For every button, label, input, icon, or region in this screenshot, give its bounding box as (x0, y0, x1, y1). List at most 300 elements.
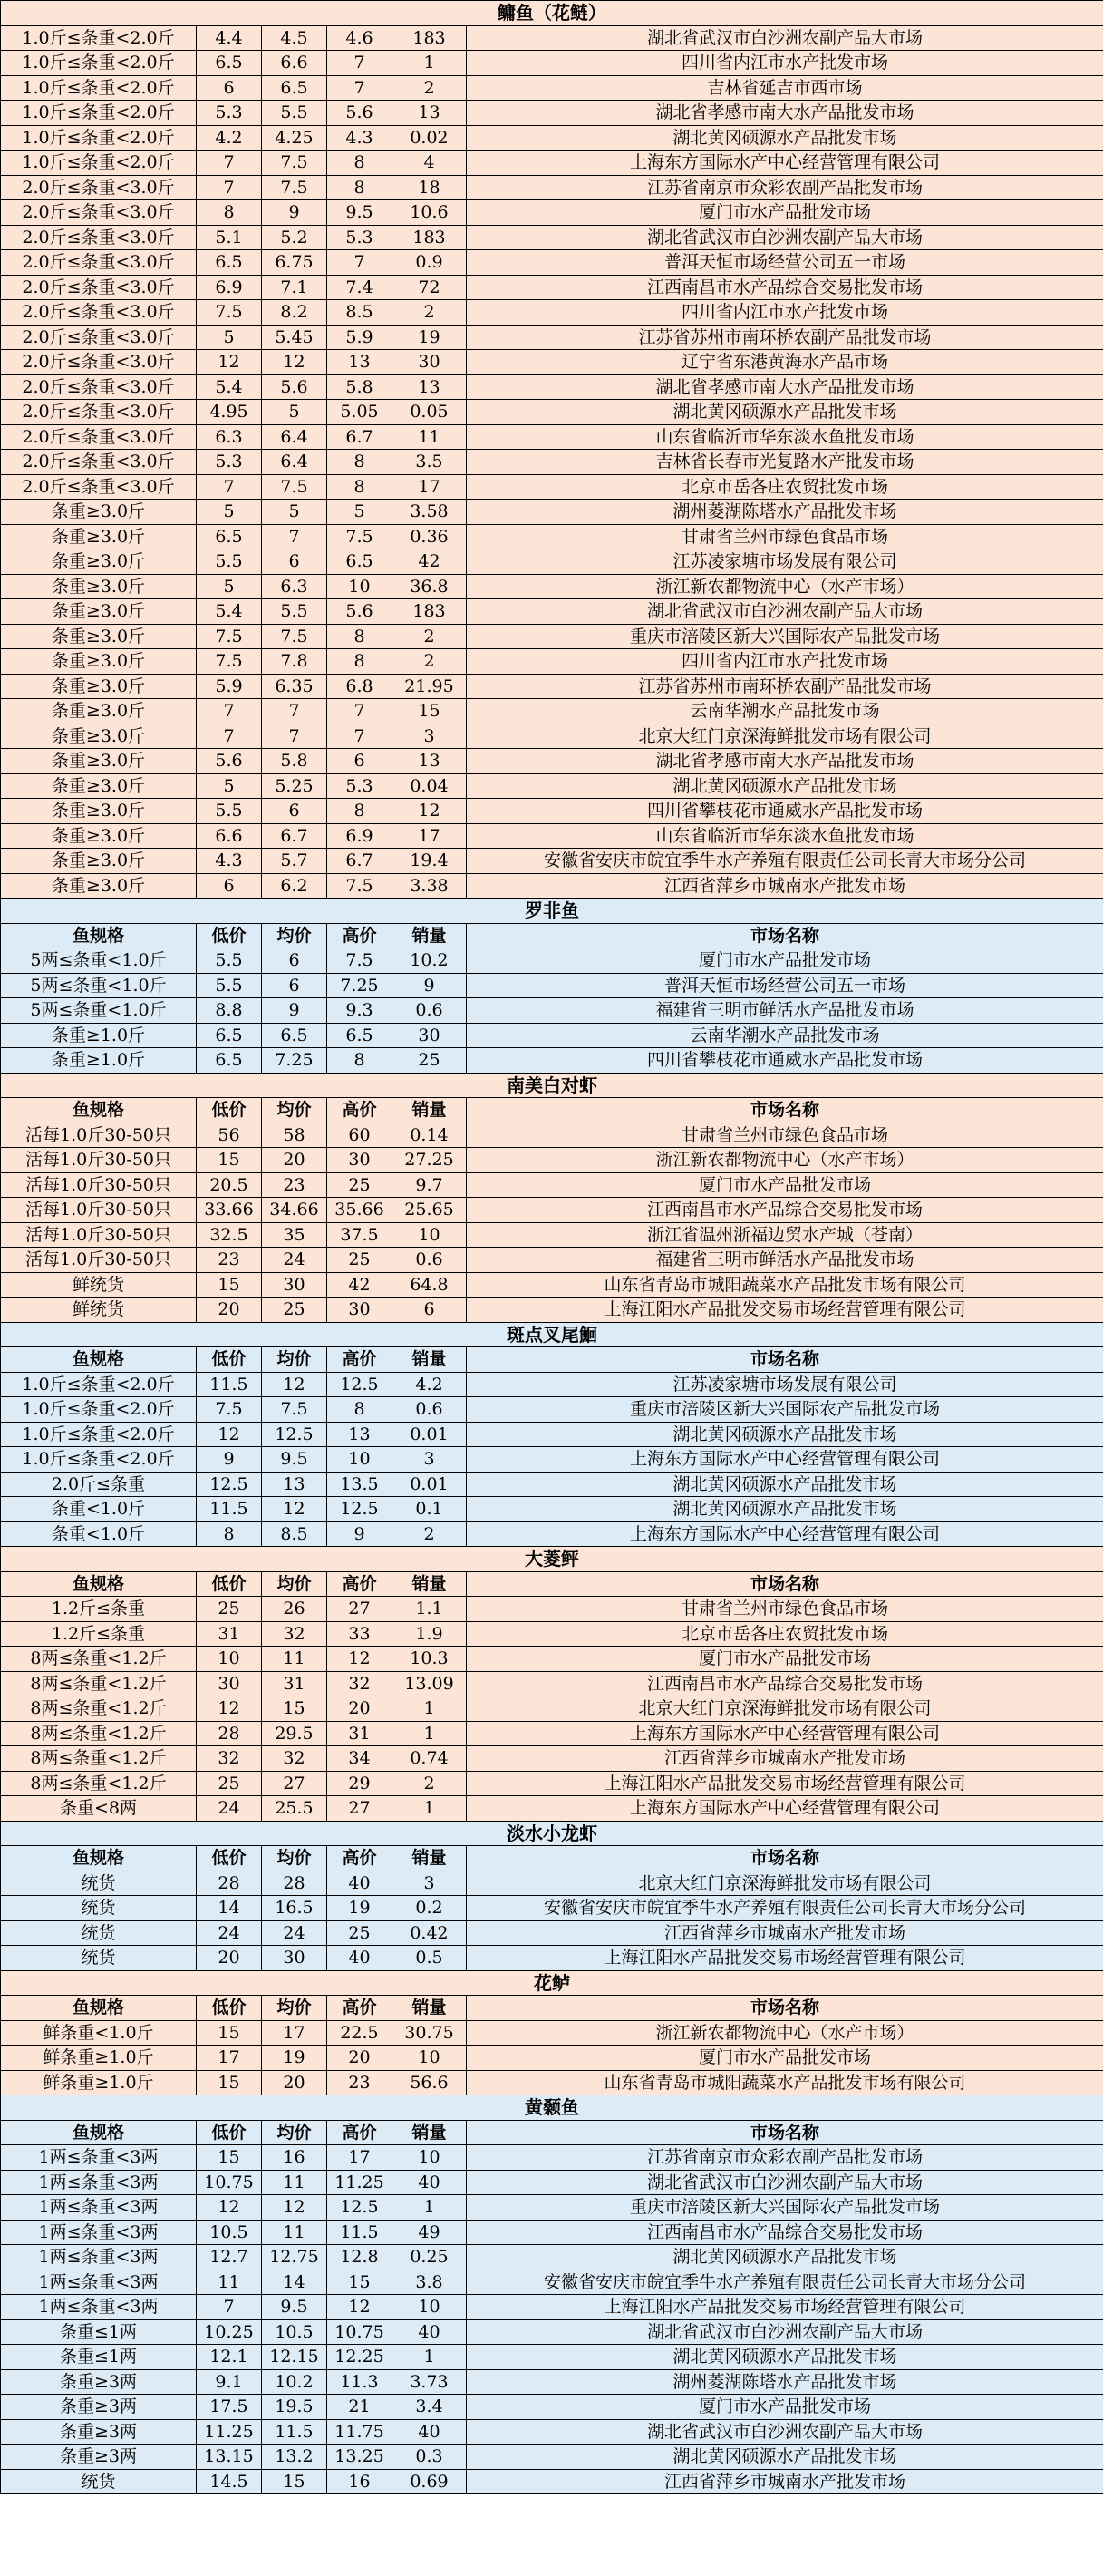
spec-cell: 条重≥3.0斤 (1, 549, 197, 575)
spec-cell: 条重≥3.0斤 (1, 574, 197, 599)
spec-cell: 8两≤条重<1.2斤 (1, 1696, 197, 1722)
volume-cell: 1 (392, 1696, 467, 1722)
high-price-cell: 7.4 (327, 275, 392, 300)
volume-cell: 25 (392, 1048, 467, 1074)
avg-price-cell: 34.66 (262, 1198, 327, 1223)
volume-cell: 2 (392, 649, 467, 675)
low-price-cell: 12.5 (197, 1472, 262, 1497)
low-price-cell: 6.5 (197, 524, 262, 549)
spec-header: 鱼规格 (1, 2120, 197, 2145)
high-price-cell: 7.5 (327, 524, 392, 549)
avg-price-header: 均价 (262, 2120, 327, 2145)
section-2 (1, 1073, 1103, 1322)
high-price-cell: 10 (327, 1447, 392, 1473)
avg-price-cell: 5.5 (262, 599, 327, 625)
spec-cell: 2.0斤≤条重<3.0斤 (1, 275, 197, 300)
avg-price-cell: 7 (262, 524, 327, 549)
high-price-cell: 40 (327, 1946, 392, 1971)
spec-cell: 条重≥3.0斤 (1, 524, 197, 549)
section-title-row (1, 899, 1103, 924)
low-price-cell: 6 (197, 873, 262, 899)
spec-cell: 鲜条重≥1.0斤 (1, 2070, 197, 2095)
high-price-cell: 30 (327, 1298, 392, 1323)
spec-cell: 条重≥3.0斤 (1, 749, 197, 774)
avg-price-cell: 16.5 (262, 1896, 327, 1921)
low-price-cell: 14 (197, 1896, 262, 1921)
table-row (1, 873, 1103, 899)
table-row (1, 374, 1103, 400)
spec-cell: 条重≥3.0斤 (1, 500, 197, 525)
spec-cell: 8两≤条重<1.2斤 (1, 1647, 197, 1672)
table-row (1, 1871, 1103, 1896)
spec-cell: 活每1.0斤30-50只 (1, 1172, 197, 1198)
market-name-header: 市场名称 (467, 923, 1103, 948)
table-row (1, 1497, 1103, 1522)
volume-cell: 17 (392, 474, 467, 500)
volume-cell: 40 (392, 2319, 467, 2345)
volume-cell: 1.1 (392, 1597, 467, 1622)
low-price-cell: 4.4 (197, 25, 262, 51)
high-price-cell: 11.5 (327, 2220, 392, 2245)
avg-price-cell: 16 (262, 2145, 327, 2171)
avg-price-cell: 6.7 (262, 823, 327, 849)
high-price-cell: 8 (327, 1048, 392, 1074)
table-row (1, 2245, 1103, 2270)
avg-price-cell: 12.75 (262, 2245, 327, 2270)
avg-price-cell: 12 (262, 1372, 327, 1397)
low-price-cell: 10.5 (197, 2220, 262, 2245)
header-row (1, 1846, 1103, 1871)
table-row (1, 1048, 1103, 1074)
high-price-cell: 34 (327, 1746, 392, 1772)
low-price-cell: 7 (197, 2295, 262, 2320)
market-name-cell: 上海东方国际水产中心经营管理有限公司 (467, 1521, 1103, 1547)
low-price-cell: 7 (197, 724, 262, 749)
table-row (1, 2046, 1103, 2071)
low-price-cell: 5.4 (197, 374, 262, 400)
high-price-cell: 12 (327, 1647, 392, 1672)
market-name-cell: 浙江新农都物流中心（水产市场） (467, 1148, 1103, 1173)
table-row (1, 2170, 1103, 2195)
avg-price-cell: 25 (262, 1298, 327, 1323)
volume-cell: 72 (392, 275, 467, 300)
market-name-cell: 上海江阳水产品批发交易市场经营管理有限公司 (467, 1298, 1103, 1323)
volume-cell: 0.3 (392, 2445, 467, 2470)
avg-price-cell: 25.5 (262, 1796, 327, 1822)
low-price-cell: 24 (197, 1796, 262, 1822)
low-price-cell: 4.2 (197, 125, 262, 151)
volume-cell: 183 (392, 225, 467, 250)
market-name-cell: 湖北省孝感市南大水产品批发市场 (467, 749, 1103, 774)
low-price-cell: 5.3 (197, 101, 262, 126)
market-name-cell: 四川省内江市水产批发市场 (467, 649, 1103, 675)
spec-cell: 1.2斤≤条重 (1, 1597, 197, 1622)
volume-cell: 64.8 (392, 1272, 467, 1298)
volume-cell: 10 (392, 2046, 467, 2071)
avg-price-cell: 6.2 (262, 873, 327, 899)
market-name-header: 市场名称 (467, 1846, 1103, 1871)
avg-price-cell: 11.5 (262, 2419, 327, 2445)
high-price-cell: 13 (327, 350, 392, 375)
market-name-cell: 上海东方国际水产中心经营管理有限公司 (467, 1796, 1103, 1822)
spec-cell: 条重<1.0斤 (1, 1497, 197, 1522)
low-price-cell: 5.5 (197, 948, 262, 974)
high-price-cell: 9.3 (327, 998, 392, 1024)
low-price-cell: 33.66 (197, 1198, 262, 1223)
market-name-cell: 四川省内江市水产批发市场 (467, 300, 1103, 326)
market-name-cell: 山东省青岛市城阳蔬菜水产品批发市场有限公司 (467, 1272, 1103, 1298)
volume-cell: 0.05 (392, 400, 467, 425)
market-name-header: 市场名称 (467, 1571, 1103, 1597)
table-row (1, 524, 1103, 549)
section-title-row (1, 2095, 1103, 2121)
market-name-header: 市场名称 (467, 1347, 1103, 1373)
high-price-cell: 33 (327, 1621, 392, 1647)
high-price-cell: 5.9 (327, 325, 392, 350)
low-price-cell: 32 (197, 1746, 262, 1772)
spec-cell: 1.2斤≤条重 (1, 1621, 197, 1647)
volume-cell: 10 (392, 1222, 467, 1248)
volume-cell: 17 (392, 823, 467, 849)
volume-header: 销量 (392, 1846, 467, 1871)
high-price-cell: 37.5 (327, 1222, 392, 1248)
spec-cell: 活每1.0斤30-50只 (1, 1148, 197, 1173)
high-price-cell: 29 (327, 1771, 392, 1796)
table-row (1, 1372, 1103, 1397)
market-name-cell: 北京大红门京深海鲜批发市场有限公司 (467, 1696, 1103, 1722)
avg-price-cell: 13.2 (262, 2445, 327, 2470)
section-4 (1, 1547, 1103, 1822)
avg-price-cell: 8.5 (262, 1521, 327, 1547)
high-price-cell: 35.66 (327, 1198, 392, 1223)
low-price-cell: 15 (197, 2070, 262, 2095)
low-price-cell: 28 (197, 1721, 262, 1746)
spec-cell: 1两≤条重<3两 (1, 2170, 197, 2195)
high-price-cell: 6.9 (327, 823, 392, 849)
section-title: 黄颡鱼 (1, 2095, 1103, 2121)
spec-cell: 2.0斤≤条重<3.0斤 (1, 300, 197, 326)
volume-cell: 27.25 (392, 1148, 467, 1173)
table-row (1, 1796, 1103, 1822)
high-price-cell: 25 (327, 1248, 392, 1273)
volume-cell: 3.5 (392, 450, 467, 475)
high-price-cell: 27 (327, 1796, 392, 1822)
avg-price-cell: 11 (262, 1647, 327, 1672)
table-row (1, 1397, 1103, 1423)
table-row (1, 225, 1103, 250)
high-price-cell: 22.5 (327, 2020, 392, 2046)
low-price-cell: 17 (197, 2046, 262, 2071)
avg-price-cell: 6 (262, 549, 327, 575)
table-row (1, 649, 1103, 675)
volume-cell: 0.6 (392, 998, 467, 1024)
high-price-header: 高价 (327, 1347, 392, 1373)
low-price-cell: 15 (197, 1272, 262, 1298)
avg-price-cell: 6.5 (262, 75, 327, 101)
spec-cell: 1.0斤≤条重<2.0斤 (1, 1372, 197, 1397)
market-name-cell: 厦门市水产品批发市场 (467, 2395, 1103, 2420)
low-price-cell: 11.5 (197, 1497, 262, 1522)
market-name-cell: 甘肃省兰州市绿色食品市场 (467, 1597, 1103, 1622)
table-row (1, 1447, 1103, 1473)
avg-price-cell: 17 (262, 2020, 327, 2046)
market-name-cell: 厦门市水产品批发市场 (467, 1647, 1103, 1672)
spec-cell: 活每1.0斤30-50只 (1, 1123, 197, 1148)
high-price-cell: 4.3 (327, 125, 392, 151)
high-price-cell: 5.3 (327, 773, 392, 799)
avg-price-cell: 15 (262, 1696, 327, 1722)
volume-cell: 1 (392, 1721, 467, 1746)
volume-cell: 1 (392, 51, 467, 76)
high-price-cell: 8 (327, 450, 392, 475)
market-name-cell: 福建省三明市鲜活水产品批发市场 (467, 1248, 1103, 1273)
avg-price-cell: 13 (262, 1472, 327, 1497)
spec-cell: 1.0斤≤条重<2.0斤 (1, 25, 197, 51)
spec-cell: 条重≥3两 (1, 2395, 197, 2420)
table-row (1, 2445, 1103, 2470)
table-row (1, 350, 1103, 375)
high-price-cell: 6.8 (327, 674, 392, 699)
table-row (1, 699, 1103, 724)
spec-cell: 条重≥3.0斤 (1, 674, 197, 699)
section-title-row (1, 1073, 1103, 1098)
market-name-cell: 浙江新农都物流中心（水产市场） (467, 574, 1103, 599)
low-price-cell: 5.9 (197, 674, 262, 699)
table-row (1, 1647, 1103, 1672)
low-price-cell: 23 (197, 1248, 262, 1273)
avg-price-cell: 5.5 (262, 101, 327, 126)
spec-header: 鱼规格 (1, 1098, 197, 1123)
low-price-cell: 7.5 (197, 624, 262, 649)
volume-cell: 13 (392, 374, 467, 400)
market-name-cell: 厦门市水产品批发市场 (467, 200, 1103, 226)
volume-cell: 0.6 (392, 1397, 467, 1423)
market-name-cell: 云南华潮水产品批发市场 (467, 699, 1103, 724)
table-row (1, 549, 1103, 575)
spec-cell: 1.0斤≤条重<2.0斤 (1, 125, 197, 151)
volume-cell: 0.01 (392, 1472, 467, 1497)
avg-price-cell: 7 (262, 699, 327, 724)
market-name-cell: 江西南昌市水产品综合交易批发市场 (467, 1671, 1103, 1696)
market-name-cell: 北京市岳各庄农贸批发市场 (467, 1621, 1103, 1647)
avg-price-cell: 9.5 (262, 1447, 327, 1473)
market-name-cell: 甘肃省兰州市绿色食品市场 (467, 1123, 1103, 1148)
avg-price-cell: 12 (262, 2195, 327, 2221)
market-name-cell: 江苏省南京市众彩农副产品批发市场 (467, 2145, 1103, 2171)
market-name-cell: 上海江阳水产品批发交易市场经营管理有限公司 (467, 1771, 1103, 1796)
volume-header: 销量 (392, 1571, 467, 1597)
avg-price-cell: 12 (262, 350, 327, 375)
low-price-cell: 7 (197, 699, 262, 724)
market-name-cell: 安徽省安庆市皖宜季牛水产养殖有限责任公司长青大市场分公司 (467, 849, 1103, 874)
low-price-cell: 11 (197, 2270, 262, 2295)
high-price-cell: 6 (327, 749, 392, 774)
high-price-cell: 11.3 (327, 2369, 392, 2395)
high-price-cell: 6.7 (327, 424, 392, 450)
market-name-cell: 浙江新农都物流中心（水产市场） (467, 2020, 1103, 2046)
table-row (1, 2369, 1103, 2395)
low-price-cell: 6.3 (197, 424, 262, 450)
market-name-cell: 重庆市涪陵区新大兴国际农产品批发市场 (467, 1397, 1103, 1423)
high-price-cell: 8 (327, 624, 392, 649)
market-name-cell: 厦门市水产品批发市场 (467, 1172, 1103, 1198)
low-price-cell: 56 (197, 1123, 262, 1148)
low-price-cell: 9 (197, 1447, 262, 1473)
high-price-cell: 30 (327, 1148, 392, 1173)
volume-cell: 3.38 (392, 873, 467, 899)
avg-price-cell: 6.75 (262, 250, 327, 276)
high-price-header: 高价 (327, 1996, 392, 2021)
high-price-cell: 5.6 (327, 599, 392, 625)
avg-price-header: 均价 (262, 1098, 327, 1123)
volume-cell: 1.9 (392, 1621, 467, 1647)
spec-cell: 8两≤条重<1.2斤 (1, 1771, 197, 1796)
spec-cell: 条重≥3.0斤 (1, 873, 197, 899)
high-price-cell: 8 (327, 175, 392, 200)
volume-cell: 10 (392, 2295, 467, 2320)
spec-cell: 2.0斤≤条重<3.0斤 (1, 450, 197, 475)
high-price-cell: 13.25 (327, 2445, 392, 2470)
spec-cell: 1两≤条重<3两 (1, 2195, 197, 2221)
high-price-cell: 9 (327, 1521, 392, 1547)
low-price-cell: 7.5 (197, 649, 262, 675)
spec-cell: 5两≤条重<1.0斤 (1, 948, 197, 974)
spec-cell: 条重≥3.0斤 (1, 823, 197, 849)
high-price-cell: 7 (327, 699, 392, 724)
avg-price-cell: 7.25 (262, 1048, 327, 1074)
high-price-cell: 42 (327, 1272, 392, 1298)
high-price-cell: 5.3 (327, 225, 392, 250)
table-row (1, 823, 1103, 849)
low-price-cell: 12 (197, 350, 262, 375)
high-price-cell: 25 (327, 1920, 392, 1946)
table-row (1, 2295, 1103, 2320)
spec-cell: 条重≥3两 (1, 2419, 197, 2445)
market-name-cell: 湖北黄冈硕源水产品批发市场 (467, 400, 1103, 425)
section-title: 鳙鱼（花鲢） (1, 1, 1103, 26)
volume-cell: 0.1 (392, 1497, 467, 1522)
avg-price-cell: 11 (262, 2170, 327, 2195)
spec-cell: 1.0斤≤条重<2.0斤 (1, 1422, 197, 1447)
market-name-cell: 湖北省武汉市白沙洲农副产品大市场 (467, 25, 1103, 51)
avg-price-cell: 19.5 (262, 2395, 327, 2420)
volume-cell: 0.36 (392, 524, 467, 549)
volume-cell: 10.6 (392, 200, 467, 226)
market-name-cell: 上海东方国际水产中心经营管理有限公司 (467, 1447, 1103, 1473)
low-price-cell: 5 (197, 325, 262, 350)
low-price-cell: 7 (197, 474, 262, 500)
high-price-cell: 7.25 (327, 973, 392, 998)
high-price-cell: 11.75 (327, 2419, 392, 2445)
avg-price-cell: 6.3 (262, 574, 327, 599)
low-price-header: 低价 (197, 2120, 262, 2145)
table-row (1, 300, 1103, 326)
spec-cell: 统货 (1, 1920, 197, 1946)
spec-cell: 8两≤条重<1.2斤 (1, 1671, 197, 1696)
spec-cell: 1.0斤≤条重<2.0斤 (1, 151, 197, 176)
volume-cell: 0.04 (392, 773, 467, 799)
high-price-cell: 5.05 (327, 400, 392, 425)
high-price-cell: 7.5 (327, 948, 392, 974)
high-price-cell: 11.25 (327, 2170, 392, 2195)
volume-cell: 49 (392, 2220, 467, 2245)
high-price-cell: 20 (327, 1696, 392, 1722)
avg-price-cell: 31 (262, 1671, 327, 1696)
low-price-cell: 5.5 (197, 973, 262, 998)
market-name-cell: 山东省青岛市城阳蔬菜水产品批发市场有限公司 (467, 2070, 1103, 2095)
volume-header: 销量 (392, 2120, 467, 2145)
avg-price-cell: 10.5 (262, 2319, 327, 2345)
market-name-cell: 吉林省延吉市西市场 (467, 75, 1103, 101)
market-name-cell: 江西省萍乡市城南水产批发市场 (467, 2469, 1103, 2494)
table-row (1, 1148, 1103, 1173)
low-price-cell: 5.1 (197, 225, 262, 250)
table-row (1, 2070, 1103, 2095)
high-price-cell: 21 (327, 2395, 392, 2420)
low-price-cell: 6.5 (197, 250, 262, 276)
volume-cell: 3 (392, 724, 467, 749)
volume-cell: 19.4 (392, 849, 467, 874)
low-price-cell: 15 (197, 2020, 262, 2046)
table-row (1, 1621, 1103, 1647)
high-price-cell: 40 (327, 1871, 392, 1896)
high-price-cell: 7.5 (327, 873, 392, 899)
table-row (1, 849, 1103, 874)
volume-header: 销量 (392, 1347, 467, 1373)
avg-price-cell: 32 (262, 1746, 327, 1772)
spec-header: 鱼规格 (1, 1347, 197, 1373)
header-row (1, 1347, 1103, 1373)
spec-cell: 条重≥3.0斤 (1, 799, 197, 824)
volume-cell: 11 (392, 424, 467, 450)
market-name-cell: 江苏省苏州市南环桥农副产品批发市场 (467, 325, 1103, 350)
volume-cell: 0.02 (392, 125, 467, 151)
market-name-cell: 上海东方国际水产中心经营管理有限公司 (467, 151, 1103, 176)
section-title-row (1, 1970, 1103, 1996)
table-row (1, 1472, 1103, 1497)
low-price-cell: 12.7 (197, 2245, 262, 2270)
spec-cell: 统货 (1, 1946, 197, 1971)
market-name-cell: 江苏省南京市众彩农副产品批发市场 (467, 175, 1103, 200)
market-name-cell: 重庆市涪陵区新大兴国际农产品批发市场 (467, 2195, 1103, 2221)
avg-price-cell: 30 (262, 1272, 327, 1298)
high-price-cell: 5.6 (327, 101, 392, 126)
low-price-header: 低价 (197, 1571, 262, 1597)
volume-cell: 2 (392, 1771, 467, 1796)
volume-cell: 13.09 (392, 1671, 467, 1696)
market-name-cell: 浙江省温州浙福边贸水产城（苍南） (467, 1222, 1103, 1248)
spec-cell: 1.0斤≤条重<2.0斤 (1, 1397, 197, 1423)
market-name-cell: 江西南昌市水产品综合交易批发市场 (467, 2220, 1103, 2245)
market-name-cell: 安徽省安庆市皖宜季牛水产养殖有限责任公司长青大市场分公司 (467, 2270, 1103, 2295)
table-row (1, 2469, 1103, 2494)
table-row (1, 1746, 1103, 1772)
avg-price-cell: 12 (262, 1497, 327, 1522)
table-row (1, 1198, 1103, 1223)
high-price-cell: 8 (327, 474, 392, 500)
volume-cell: 2 (392, 1521, 467, 1547)
high-price-cell: 15 (327, 2270, 392, 2295)
avg-price-cell: 27 (262, 1771, 327, 1796)
market-name-cell: 湖北黄冈硕源水产品批发市场 (467, 773, 1103, 799)
avg-price-cell: 23 (262, 1172, 327, 1198)
volume-cell: 3.58 (392, 500, 467, 525)
spec-cell: 统货 (1, 1871, 197, 1896)
table-row (1, 2020, 1103, 2046)
high-price-cell: 12.5 (327, 1372, 392, 1397)
section-6 (1, 1970, 1103, 2095)
spec-header: 鱼规格 (1, 1571, 197, 1597)
